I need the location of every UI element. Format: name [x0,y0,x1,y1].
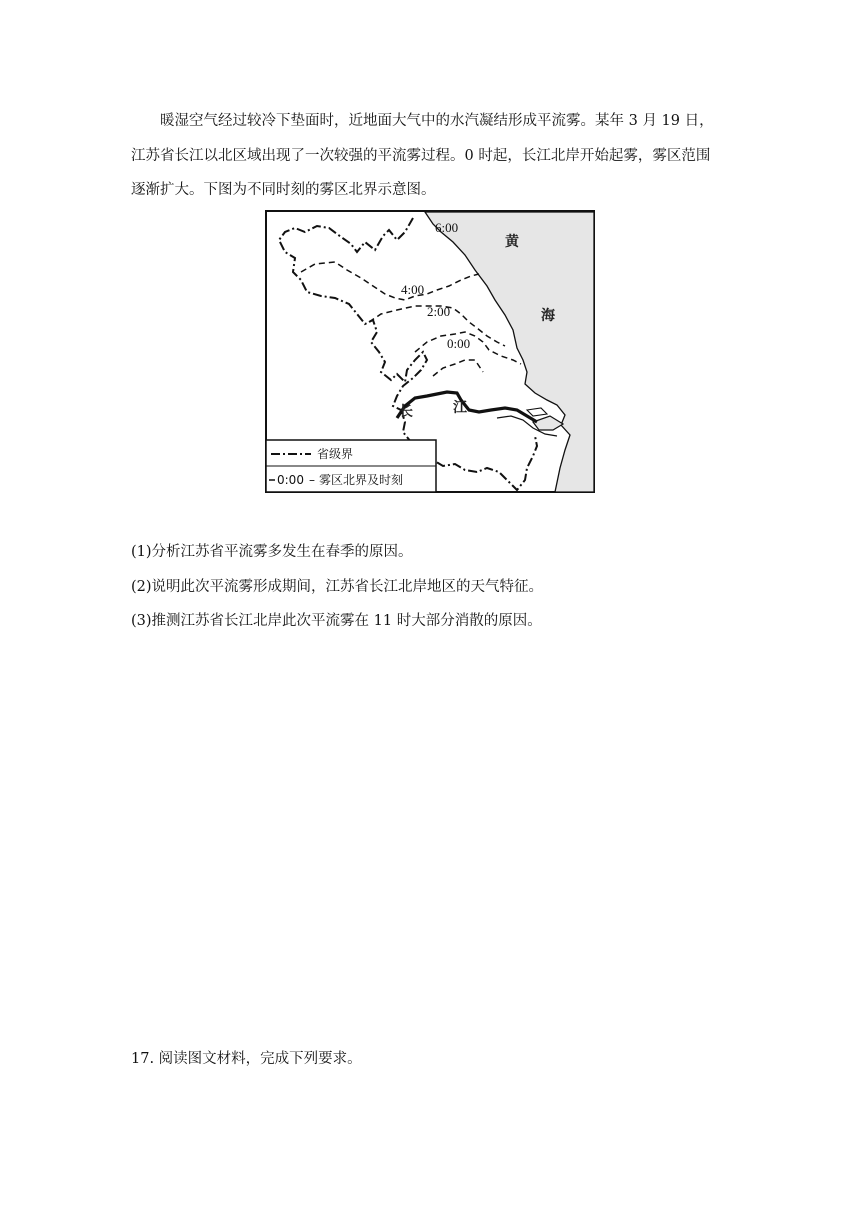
passage-line-1: 暖湿空气经过较冷下垫面时，近地面大气中的水汽凝结形成平流雾。某年 3 月 19 日， [160,113,714,129]
passage-line-2: 江苏省长江以北区域出现了一次较强的平流雾过程。0 时起，长江北岸开始起雾，雾区范围 [131,147,711,164]
question-3: (3)推测江苏省长江北岸此次平流雾在 11 时大部分消散的原因。 [131,613,542,629]
passage-line-3: 逐渐扩大。下图为不同时刻的雾区北界示意图。 [131,182,436,198]
time-label-200: 2:00 [427,304,451,319]
time-label-600: 6:00 [435,220,459,235]
fog-boundary-map [265,210,595,493]
next-question-heading: 17. 阅读图文材料，完成下列要求。 [131,1051,362,1067]
question-2: (2)说明此次平流雾形成期间，江苏省长江北岸地区的天气特征。 [131,579,544,595]
river-label-chang: 长 [399,404,413,420]
passage [131,104,731,208]
question-1: (1)分析江苏省平流雾多发生在春季的原因。 [131,544,413,560]
time-label-400: 4:00 [401,282,425,297]
map-legend [266,440,436,492]
map-svg [265,210,595,493]
legend-fog-time: 0:00 [277,473,304,487]
legend-fog-text: 雾区北界及时刻 [319,473,404,487]
legend-boundary-label: 省级界 [317,447,354,461]
time-label-000: 0:00 [447,336,471,351]
sea-label-hai: 海 [541,308,555,324]
river-label-jiang: 江 [453,400,467,416]
sea-label-huang: 黄 [505,234,519,250]
legend-fog-dash: – [309,473,315,487]
